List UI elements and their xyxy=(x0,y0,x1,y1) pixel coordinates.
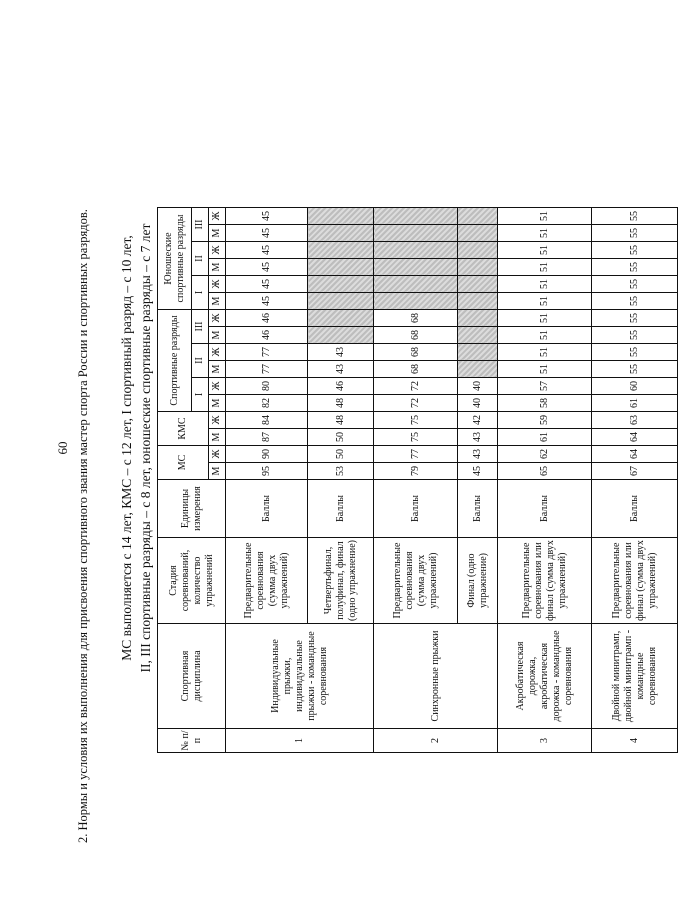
empty-cell xyxy=(374,242,458,259)
row-num: 1 xyxy=(226,729,374,753)
row-stage: Предварительные соревнования (сумма двух упражнений) xyxy=(226,538,308,624)
value-cell: 43 xyxy=(308,344,374,361)
header-youth-rank-2: II xyxy=(192,242,209,276)
header-men: М xyxy=(209,293,226,310)
value-cell: 75 xyxy=(374,429,458,446)
row-discipline: Двойной минитрамп, двойной минитрамп - командные соревнования xyxy=(592,624,678,729)
header-sport-ranks: Спортивные разряды xyxy=(158,310,192,412)
header-unit: Единицы измерения xyxy=(158,480,226,538)
value-cell: 55 xyxy=(592,242,678,259)
empty-cell xyxy=(308,293,374,310)
header-women: Ж xyxy=(209,242,226,259)
empty-cell xyxy=(374,293,458,310)
value-cell: 65 xyxy=(498,463,592,480)
value-cell: 58 xyxy=(498,395,592,412)
header-women: Ж xyxy=(209,208,226,225)
row-num: 3 xyxy=(498,729,592,753)
value-cell: 55 xyxy=(592,327,678,344)
empty-cell xyxy=(458,259,498,276)
value-cell: 50 xyxy=(308,429,374,446)
value-cell: 46 xyxy=(226,310,308,327)
header-kms: КМС xyxy=(158,412,209,446)
value-cell: 51 xyxy=(498,242,592,259)
value-cell: 55 xyxy=(592,259,678,276)
header-stage: Стадия соревнований, количество упражнений xyxy=(158,538,226,624)
value-cell: 48 xyxy=(308,412,374,429)
row-stage: Финал (одно упражнение) xyxy=(458,538,498,624)
empty-cell xyxy=(374,276,458,293)
table-row xyxy=(498,208,592,753)
value-cell: 72 xyxy=(374,395,458,412)
header-women: Ж xyxy=(209,412,226,429)
value-cell: 51 xyxy=(498,344,592,361)
value-cell: 51 xyxy=(498,208,592,225)
row-discipline: Индивидуальные прыжки, индивидуальные прыжки - командные соревнования xyxy=(226,624,374,729)
value-cell: 55 xyxy=(592,225,678,242)
value-cell: 95 xyxy=(226,463,308,480)
value-cell: 51 xyxy=(498,361,592,378)
value-cell: 61 xyxy=(592,395,678,412)
value-cell: 64 xyxy=(592,429,678,446)
row-num: 4 xyxy=(592,729,678,753)
value-cell: 68 xyxy=(374,327,458,344)
header-men: М xyxy=(209,327,226,344)
empty-cell xyxy=(308,208,374,225)
value-cell: 67 xyxy=(592,463,678,480)
value-cell: 46 xyxy=(226,327,308,344)
empty-cell xyxy=(458,327,498,344)
value-cell: 51 xyxy=(498,327,592,344)
header-men: М xyxy=(209,395,226,412)
value-cell: 63 xyxy=(592,412,678,429)
value-cell: 40 xyxy=(458,378,498,395)
empty-cell xyxy=(308,276,374,293)
header-men: М xyxy=(209,361,226,378)
header-men: М xyxy=(209,225,226,242)
row-stage: Предварительные соревнования или финал (сумма двух упражнений) xyxy=(498,538,592,624)
value-cell: 43 xyxy=(458,446,498,463)
empty-cell xyxy=(458,225,498,242)
empty-cell xyxy=(458,361,498,378)
value-cell: 68 xyxy=(374,361,458,378)
value-cell: 55 xyxy=(592,344,678,361)
value-cell: 45 xyxy=(226,276,308,293)
value-cell: 55 xyxy=(592,208,678,225)
value-cell: 57 xyxy=(498,378,592,395)
empty-cell xyxy=(308,327,374,344)
header-youth-ranks: Юношеские спортивные разряды xyxy=(158,208,192,310)
value-cell: 72 xyxy=(374,378,458,395)
value-cell: 68 xyxy=(374,344,458,361)
age-conditions xyxy=(117,53,155,843)
header-sport-rank-1: I xyxy=(192,378,209,412)
page-number: 60 xyxy=(55,441,70,455)
value-cell: 50 xyxy=(308,446,374,463)
header-men: М xyxy=(209,429,226,446)
header-women: Ж xyxy=(209,344,226,361)
value-cell: 45 xyxy=(226,259,308,276)
header-women: Ж xyxy=(209,310,226,327)
value-cell: 43 xyxy=(308,361,374,378)
value-cell: 64 xyxy=(592,446,678,463)
value-cell: 82 xyxy=(226,395,308,412)
row-discipline: Синхронные прыжки xyxy=(374,624,498,729)
empty-cell xyxy=(308,242,374,259)
row-unit: Баллы xyxy=(458,480,498,538)
empty-cell xyxy=(374,225,458,242)
value-cell: 53 xyxy=(308,463,374,480)
value-cell: 45 xyxy=(226,242,308,259)
empty-cell xyxy=(308,259,374,276)
value-cell: 55 xyxy=(592,293,678,310)
value-cell: 84 xyxy=(226,412,308,429)
table-row xyxy=(592,208,678,753)
row-stage: Предварительные соревнования (сумма двух упражнений) xyxy=(374,538,458,624)
value-cell: 55 xyxy=(592,276,678,293)
value-cell: 51 xyxy=(498,225,592,242)
value-cell: 77 xyxy=(374,446,458,463)
value-cell: 77 xyxy=(226,344,308,361)
value-cell: 80 xyxy=(226,378,308,395)
value-cell: 55 xyxy=(592,361,678,378)
value-cell: 46 xyxy=(308,378,374,395)
value-cell: 79 xyxy=(374,463,458,480)
header-youth-rank-1: I xyxy=(192,276,209,310)
value-cell: 45 xyxy=(458,463,498,480)
value-cell: 51 xyxy=(498,310,592,327)
value-cell: 62 xyxy=(498,446,592,463)
value-cell: 68 xyxy=(374,310,458,327)
value-cell: 43 xyxy=(458,429,498,446)
table-row xyxy=(226,208,308,753)
norms-table xyxy=(157,207,678,753)
row-unit: Баллы xyxy=(308,480,374,538)
value-cell: 61 xyxy=(498,429,592,446)
empty-cell xyxy=(458,276,498,293)
header-num: № п/п xyxy=(158,729,226,753)
value-cell: 45 xyxy=(226,293,308,310)
value-cell: 51 xyxy=(498,276,592,293)
row-stage: Четвертьфинал, полуфинал, финал (одно упражнение) xyxy=(308,538,374,624)
header-sport-rank-2: II xyxy=(192,344,209,378)
row-discipline: Акробатическая дорожка, акробатическая дорожка - командные соревнования xyxy=(498,624,592,729)
value-cell: 60 xyxy=(592,378,678,395)
header-men: М xyxy=(209,259,226,276)
value-cell: 51 xyxy=(498,293,592,310)
empty-cell xyxy=(374,259,458,276)
age-conditions-line-1: МС выполняется с 14 лет, КМС – с 12 лет, I спортивный разряд – с 10 лет, xyxy=(119,235,134,661)
empty-cell xyxy=(308,225,374,242)
header-women: Ж xyxy=(209,446,226,463)
value-cell: 75 xyxy=(374,412,458,429)
row-unit: Баллы xyxy=(498,480,592,538)
rotated-page xyxy=(55,53,658,843)
value-cell: 42 xyxy=(458,412,498,429)
value-cell: 45 xyxy=(226,208,308,225)
header-men: М xyxy=(209,463,226,480)
table-row xyxy=(374,208,458,753)
empty-cell xyxy=(458,293,498,310)
age-conditions-line-2: II, III спортивные разряды – с 8 лет, юношеские спортивные разряды – с 7 лет xyxy=(138,223,153,673)
value-cell: 77 xyxy=(226,361,308,378)
value-cell: 59 xyxy=(498,412,592,429)
value-cell: 45 xyxy=(226,225,308,242)
empty-cell xyxy=(374,208,458,225)
value-cell: 87 xyxy=(226,429,308,446)
value-cell: 55 xyxy=(592,310,678,327)
empty-cell xyxy=(458,310,498,327)
value-cell: 40 xyxy=(458,395,498,412)
row-unit: Баллы xyxy=(592,480,678,538)
empty-cell xyxy=(308,310,374,327)
header-women: Ж xyxy=(209,378,226,395)
section-heading: 2. Нормы и условия их выполнения для присвоения спортивного звания мастер спорта России и спортивных разрядов. xyxy=(76,209,90,843)
header-sport-rank-3: III xyxy=(192,310,209,344)
empty-cell xyxy=(458,208,498,225)
empty-cell xyxy=(458,242,498,259)
value-cell: 51 xyxy=(498,259,592,276)
header-youth-rank-3: III xyxy=(192,208,209,242)
value-cell: 48 xyxy=(308,395,374,412)
empty-cell xyxy=(458,344,498,361)
row-unit: Баллы xyxy=(374,480,458,538)
value-cell: 90 xyxy=(226,446,308,463)
row-unit: Баллы xyxy=(226,480,308,538)
header-ms: МС xyxy=(158,446,209,480)
header-discipline: Спортивная дисциплина xyxy=(158,624,226,729)
row-num: 2 xyxy=(374,729,498,753)
header-women: Ж xyxy=(209,276,226,293)
row-stage: Предварительные соревнования или финал (сумма двух упражнений) xyxy=(592,538,678,624)
